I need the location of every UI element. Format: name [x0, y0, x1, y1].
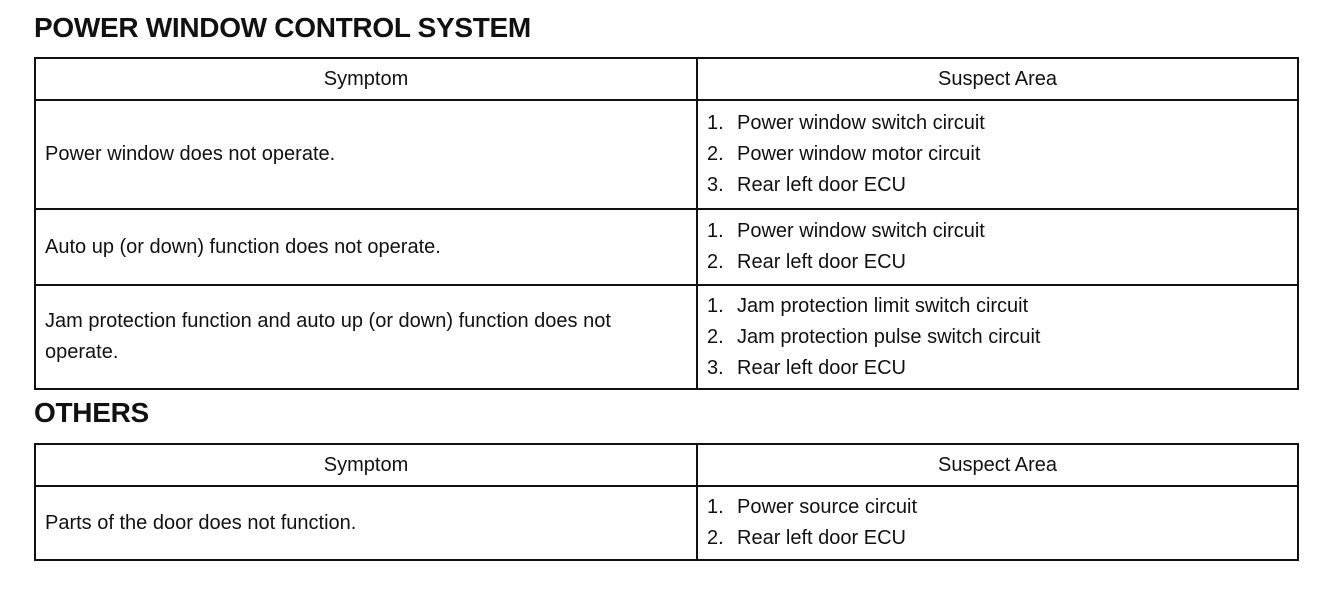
column-header-symptom: Symptom — [35, 58, 697, 100]
symptom-cell: Auto up (or down) function does not operate. — [35, 209, 697, 285]
table-row — [35, 100, 1298, 209]
others-symptom-table — [34, 443, 1299, 561]
suspect-area-cell — [697, 209, 1298, 285]
column-header-suspect-area: Suspect Area — [697, 444, 1298, 486]
power-window-symptom-table — [34, 57, 1299, 390]
suspect-area-list — [707, 291, 1289, 384]
section-title-power-window: POWER WINDOW CONTROL SYSTEM — [34, 12, 531, 43]
suspect-area-item: 3. Rear left door ECU — [707, 174, 906, 196]
table-header-row — [35, 58, 1298, 100]
symptom-cell: Power window does not operate. — [35, 100, 697, 209]
suspect-area-item: 1. Power window switch circuit — [707, 112, 985, 134]
table-row — [35, 209, 1298, 285]
section-title-others: OTHERS — [34, 397, 149, 428]
table-header-row — [35, 444, 1298, 486]
column-header-suspect-area: Suspect Area — [697, 58, 1298, 100]
symptom-cell: Parts of the door does not function. — [35, 486, 697, 560]
suspect-area-list — [707, 216, 1289, 278]
suspect-area-item: 3. Rear left door ECU — [707, 356, 906, 379]
symptom-cell: Jam protection function and auto up (or down) function does not operate. — [35, 285, 697, 389]
suspect-area-item: 1. Power source circuit — [707, 496, 918, 518]
suspect-area-item: 2. Rear left door ECU — [707, 251, 906, 273]
table-row — [35, 285, 1298, 389]
table-row — [35, 486, 1298, 560]
suspect-area-item: 2. Power window motor circuit — [707, 143, 981, 165]
suspect-area-item: 2. Jam protection pulse switch circuit — [707, 325, 1041, 348]
suspect-area-cell — [697, 100, 1298, 209]
suspect-area-list — [707, 108, 1289, 201]
suspect-area-item: 2. Rear left door ECU — [707, 527, 906, 549]
suspect-area-cell — [697, 486, 1298, 560]
suspect-area-cell — [697, 285, 1298, 389]
suspect-area-item: 1. Jam protection limit switch circuit — [707, 294, 1029, 317]
suspect-area-item: 1. Power window switch circuit — [707, 220, 985, 242]
suspect-area-list — [707, 492, 1289, 554]
column-header-symptom: Symptom — [35, 444, 697, 486]
